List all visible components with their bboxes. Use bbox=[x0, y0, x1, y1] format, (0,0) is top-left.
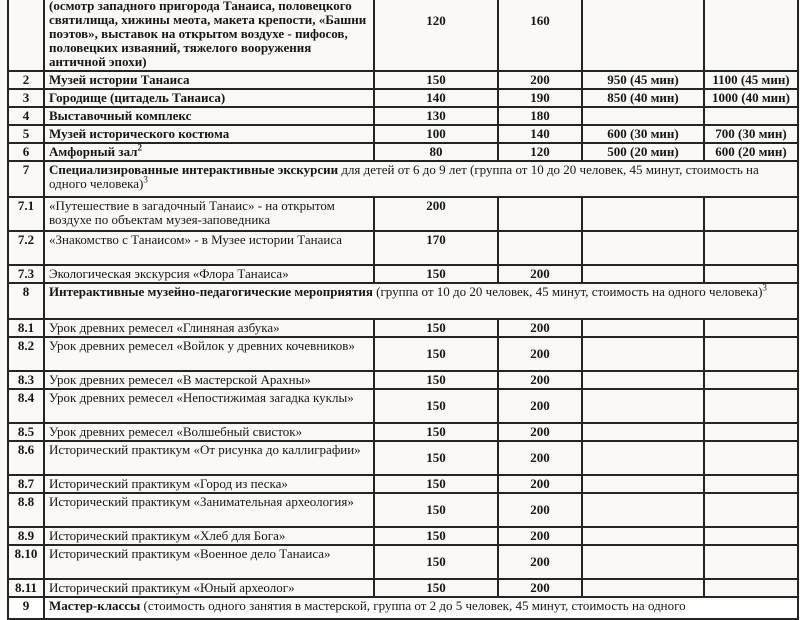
description-cell bbox=[44, 71, 374, 89]
price-value: 150 bbox=[426, 476, 446, 491]
section-subtitle: (группа от 10 до 20 человек, 45 минут, стоимость на одного человека) bbox=[372, 284, 763, 299]
row-number-cell: 8.6 bbox=[8, 441, 44, 475]
price-value: 500 (20 мин) bbox=[607, 144, 679, 159]
price-cell bbox=[582, 89, 704, 107]
price-cell bbox=[582, 545, 704, 579]
price-cell bbox=[582, 337, 704, 371]
footnote-marker: 3 bbox=[143, 174, 148, 185]
description-text: Урок древних ремесел «Войлок у древних кочевников» bbox=[49, 338, 355, 353]
price-cell bbox=[582, 423, 704, 441]
price-cell bbox=[704, 265, 798, 283]
description-cell bbox=[44, 475, 374, 493]
price-cell bbox=[374, 265, 498, 283]
price-value: 100 bbox=[426, 126, 446, 141]
price-cell bbox=[704, 337, 798, 371]
row-number-cell: 8.4 bbox=[8, 389, 44, 423]
price-value: 150 bbox=[426, 320, 446, 335]
table-row bbox=[8, 319, 798, 337]
row-number-cell: 8.5 bbox=[8, 423, 44, 441]
table-row bbox=[8, 71, 798, 89]
price-value: 150 bbox=[426, 398, 446, 413]
section-header-cell bbox=[44, 283, 798, 319]
price-cell bbox=[498, 371, 582, 389]
price-cell bbox=[582, 197, 704, 231]
footnote-marker: 3 bbox=[762, 282, 767, 293]
row-number-cell: 3 bbox=[8, 89, 44, 107]
table-row bbox=[8, 475, 798, 493]
table-row bbox=[8, 441, 798, 475]
price-value: 150 bbox=[426, 528, 446, 543]
price-cell bbox=[704, 579, 798, 597]
price-cell bbox=[498, 319, 582, 337]
price-cell bbox=[374, 423, 498, 441]
row-number-cell: 2 bbox=[8, 71, 44, 89]
price-cell bbox=[704, 125, 798, 143]
description-text: Городище (цитадель Танаиса) bbox=[49, 90, 226, 105]
price-cell bbox=[374, 231, 498, 265]
price-value: 150 bbox=[426, 450, 446, 465]
description-cell bbox=[44, 493, 374, 527]
price-cell bbox=[374, 89, 498, 107]
price-cell bbox=[582, 389, 704, 423]
price-value: 140 bbox=[426, 90, 446, 105]
table-row bbox=[8, 161, 798, 197]
description-cell bbox=[44, 527, 374, 545]
row-number-cell: 8.7 bbox=[8, 475, 44, 493]
price-cell bbox=[374, 197, 498, 231]
row-number-cell: 8.8 bbox=[8, 493, 44, 527]
table-row bbox=[8, 337, 798, 371]
price-cell bbox=[582, 143, 704, 161]
price-cell bbox=[374, 107, 498, 125]
row-number-cell: 5 bbox=[8, 125, 44, 143]
price-cell bbox=[498, 71, 582, 89]
price-value: 150 bbox=[426, 580, 446, 595]
price-cell bbox=[374, 545, 498, 579]
row-number-cell: 8.2 bbox=[8, 337, 44, 371]
price-cell bbox=[704, 371, 798, 389]
description-text: Исторический практикум «От рисунка до каллиграфии» bbox=[49, 442, 361, 457]
description-text: Амфорный зал bbox=[49, 144, 138, 159]
table-row bbox=[8, 579, 798, 597]
table-row bbox=[8, 371, 798, 389]
price-value: 120 bbox=[530, 144, 550, 159]
row-number-cell: 8.11 bbox=[8, 579, 44, 597]
price-value: 200 bbox=[530, 346, 550, 361]
description-cell bbox=[44, 265, 374, 283]
row-number-cell: 6 bbox=[8, 143, 44, 161]
price-cell bbox=[704, 545, 798, 579]
description-cell bbox=[44, 0, 374, 71]
description-text: Исторический практикум «Военное дело Танаиса» bbox=[49, 546, 331, 561]
price-cell bbox=[498, 389, 582, 423]
table-row bbox=[8, 597, 798, 619]
price-cell bbox=[374, 143, 498, 161]
price-cell bbox=[582, 493, 704, 527]
description-text: Урок древних ремесел «В мастерской Арахны» bbox=[49, 372, 311, 387]
price-value: 200 bbox=[530, 72, 550, 87]
price-cell bbox=[582, 125, 704, 143]
row-number-cell: 7.3 bbox=[8, 265, 44, 283]
description-text: Экологическая экскурсия «Флора Танаиса» bbox=[49, 266, 289, 281]
price-cell bbox=[582, 71, 704, 89]
price-value: 190 bbox=[530, 90, 550, 105]
price-value: 200 bbox=[530, 398, 550, 413]
row-number-cell bbox=[8, 0, 44, 71]
price-value: 160 bbox=[530, 13, 550, 28]
price-value: 600 (30 мин) bbox=[607, 126, 679, 141]
price-cell bbox=[498, 89, 582, 107]
price-value: 200 bbox=[530, 528, 550, 543]
price-value: 700 (30 мин) bbox=[715, 126, 787, 141]
footnote-marker: 2 bbox=[137, 142, 142, 153]
price-value: 170 bbox=[426, 232, 446, 247]
price-value: 200 bbox=[530, 424, 550, 439]
price-value: 200 bbox=[530, 502, 550, 517]
price-value: 130 bbox=[426, 108, 446, 123]
price-value: 150 bbox=[426, 346, 446, 361]
price-value: 80 bbox=[429, 144, 443, 159]
row-number-cell: 7.1 bbox=[8, 197, 44, 231]
price-cell bbox=[498, 0, 582, 71]
table-row bbox=[8, 265, 798, 283]
section-subtitle: (стоимость одного занятия в мастерской, группа от 2 до 5 человек, 45 минут, стоимость на одного bbox=[140, 598, 686, 613]
table-row bbox=[8, 545, 798, 579]
price-cell bbox=[498, 197, 582, 231]
description-cell bbox=[44, 371, 374, 389]
price-value: 200 bbox=[530, 476, 550, 491]
price-cell bbox=[704, 89, 798, 107]
row-number-cell: 9 bbox=[8, 597, 44, 619]
table-row bbox=[8, 125, 798, 143]
price-value: 120 bbox=[426, 13, 446, 28]
table-row bbox=[8, 423, 798, 441]
description-cell bbox=[44, 125, 374, 143]
price-cell bbox=[498, 125, 582, 143]
section-title: Специализированные интерактивные экскурсии bbox=[49, 162, 339, 177]
description-text: «Знакомство с Танаисом» - в Музее истории Танаиса bbox=[49, 232, 343, 247]
price-cell bbox=[704, 493, 798, 527]
price-cell bbox=[582, 527, 704, 545]
price-cell bbox=[374, 441, 498, 475]
row-number-cell: 8.10 bbox=[8, 545, 44, 579]
description-text: Урок древних ремесел «Волшебный свисток» bbox=[49, 424, 303, 439]
description-cell bbox=[44, 89, 374, 107]
price-value: 150 bbox=[426, 502, 446, 517]
price-cell bbox=[498, 527, 582, 545]
price-value: 150 bbox=[426, 72, 446, 87]
description-text: (осмотр западного пригорода Танаиса, половецкого святилища, хижины меота, макета крепости, «Башни поэтов», выставок на открытом воздухе - пифосов, половецких изваяний, тяжелого вооружения античной эпохи) bbox=[49, 0, 367, 69]
price-cell bbox=[374, 493, 498, 527]
price-cell bbox=[704, 71, 798, 89]
price-cell bbox=[582, 441, 704, 475]
price-value: 150 bbox=[426, 424, 446, 439]
price-value: 1000 (40 мин) bbox=[712, 90, 790, 105]
row-number-cell: 4 bbox=[8, 107, 44, 125]
table-row bbox=[8, 143, 798, 161]
price-cell bbox=[582, 0, 704, 71]
price-cell bbox=[704, 441, 798, 475]
price-cell bbox=[498, 265, 582, 283]
description-cell bbox=[44, 423, 374, 441]
description-text: «Путешествие в загадочный Танаис» - на открытом воздухе по объектам музея-заповедника bbox=[49, 198, 335, 227]
price-value: 200 bbox=[530, 266, 550, 281]
price-cell bbox=[498, 441, 582, 475]
section-header-cell bbox=[44, 597, 798, 619]
price-cell bbox=[374, 527, 498, 545]
price-cell bbox=[374, 319, 498, 337]
price-value: 1100 (45 мин) bbox=[712, 72, 790, 87]
price-cell bbox=[498, 579, 582, 597]
table-row bbox=[8, 231, 798, 265]
price-cell bbox=[582, 371, 704, 389]
row-number-cell: 8.9 bbox=[8, 527, 44, 545]
price-value: 200 bbox=[530, 372, 550, 387]
price-cell bbox=[704, 143, 798, 161]
section-header-cell bbox=[44, 161, 798, 197]
description-cell bbox=[44, 107, 374, 125]
description-cell bbox=[44, 389, 374, 423]
price-cell bbox=[498, 337, 582, 371]
description-text: Урок древних ремесел «Непостижимая загадка куклы» bbox=[49, 390, 354, 405]
row-number-cell: 7 bbox=[8, 161, 44, 197]
price-cell bbox=[582, 475, 704, 493]
price-cell bbox=[704, 423, 798, 441]
price-cell bbox=[582, 265, 704, 283]
price-value: 200 bbox=[530, 320, 550, 335]
table-row bbox=[8, 107, 798, 125]
table-row bbox=[8, 389, 798, 423]
table-row bbox=[8, 89, 798, 107]
description-cell bbox=[44, 143, 374, 161]
price-cell bbox=[374, 371, 498, 389]
price-cell bbox=[374, 389, 498, 423]
price-cell bbox=[704, 197, 798, 231]
price-cell bbox=[582, 319, 704, 337]
price-cell bbox=[374, 125, 498, 143]
price-cell bbox=[498, 545, 582, 579]
price-cell bbox=[498, 475, 582, 493]
description-text: Исторический практикум «Хлеб для Бога» bbox=[49, 528, 286, 543]
price-cell bbox=[374, 0, 498, 71]
description-text: Исторический практикум «Юный археолог» bbox=[49, 580, 295, 595]
price-cell bbox=[374, 475, 498, 493]
price-cell bbox=[498, 493, 582, 527]
description-cell bbox=[44, 579, 374, 597]
row-number-cell: 8.3 bbox=[8, 371, 44, 389]
price-cell bbox=[704, 319, 798, 337]
price-value: 200 bbox=[426, 198, 446, 213]
price-cell bbox=[374, 337, 498, 371]
table-row bbox=[8, 493, 798, 527]
price-cell bbox=[704, 389, 798, 423]
price-cell bbox=[498, 231, 582, 265]
price-table bbox=[7, 0, 799, 620]
table-row bbox=[8, 283, 798, 319]
price-value: 600 (20 мин) bbox=[715, 144, 787, 159]
price-value: 140 bbox=[530, 126, 550, 141]
description-cell bbox=[44, 197, 374, 231]
table-row bbox=[8, 197, 798, 231]
description-text: Выставочный комплекс bbox=[49, 108, 192, 123]
price-cell bbox=[582, 231, 704, 265]
row-number-cell: 7.2 bbox=[8, 231, 44, 265]
description-text: Музей истории Танаиса bbox=[49, 72, 190, 87]
description-text: Урок древних ремесел «Глиняная азбука» bbox=[49, 320, 280, 335]
table-row bbox=[8, 527, 798, 545]
price-value: 200 bbox=[530, 450, 550, 465]
price-cell bbox=[704, 107, 798, 125]
price-cell bbox=[374, 579, 498, 597]
price-cell bbox=[582, 107, 704, 125]
price-cell bbox=[704, 0, 798, 71]
description-text: Исторический практикум «Занимательная археология» bbox=[49, 494, 354, 509]
price-cell bbox=[498, 107, 582, 125]
price-value: 200 bbox=[530, 554, 550, 569]
row-number-cell: 8 bbox=[8, 283, 44, 319]
price-cell bbox=[498, 143, 582, 161]
table-row bbox=[8, 0, 798, 71]
price-value: 150 bbox=[426, 266, 446, 281]
price-table-body bbox=[8, 0, 798, 619]
price-value: 150 bbox=[426, 554, 446, 569]
price-cell bbox=[582, 579, 704, 597]
section-title: Мастер-классы bbox=[49, 598, 141, 613]
price-value: 180 bbox=[530, 108, 550, 123]
price-cell bbox=[704, 475, 798, 493]
price-value: 200 bbox=[530, 580, 550, 595]
description-cell bbox=[44, 545, 374, 579]
price-cell bbox=[498, 423, 582, 441]
price-value: 850 (40 мин) bbox=[607, 90, 679, 105]
price-value: 950 (45 мин) bbox=[607, 72, 679, 87]
price-cell bbox=[704, 231, 798, 265]
description-cell bbox=[44, 441, 374, 475]
price-value: 150 bbox=[426, 372, 446, 387]
price-cell bbox=[704, 527, 798, 545]
description-text: Музей исторического костюма bbox=[49, 126, 230, 141]
section-title: Интерактивные музейно-педагогические мероприятия bbox=[49, 284, 373, 299]
description-cell bbox=[44, 337, 374, 371]
description-text: Исторический практикум «Город из песка» bbox=[49, 476, 288, 491]
description-cell bbox=[44, 231, 374, 265]
row-number-cell: 8.1 bbox=[8, 319, 44, 337]
section-subtitle: для детей от 6 до 9 лет (группа от 10 до 20 человек, 45 минут, стоимость на одного человека) bbox=[49, 162, 759, 191]
price-cell bbox=[374, 71, 498, 89]
description-cell bbox=[44, 319, 374, 337]
